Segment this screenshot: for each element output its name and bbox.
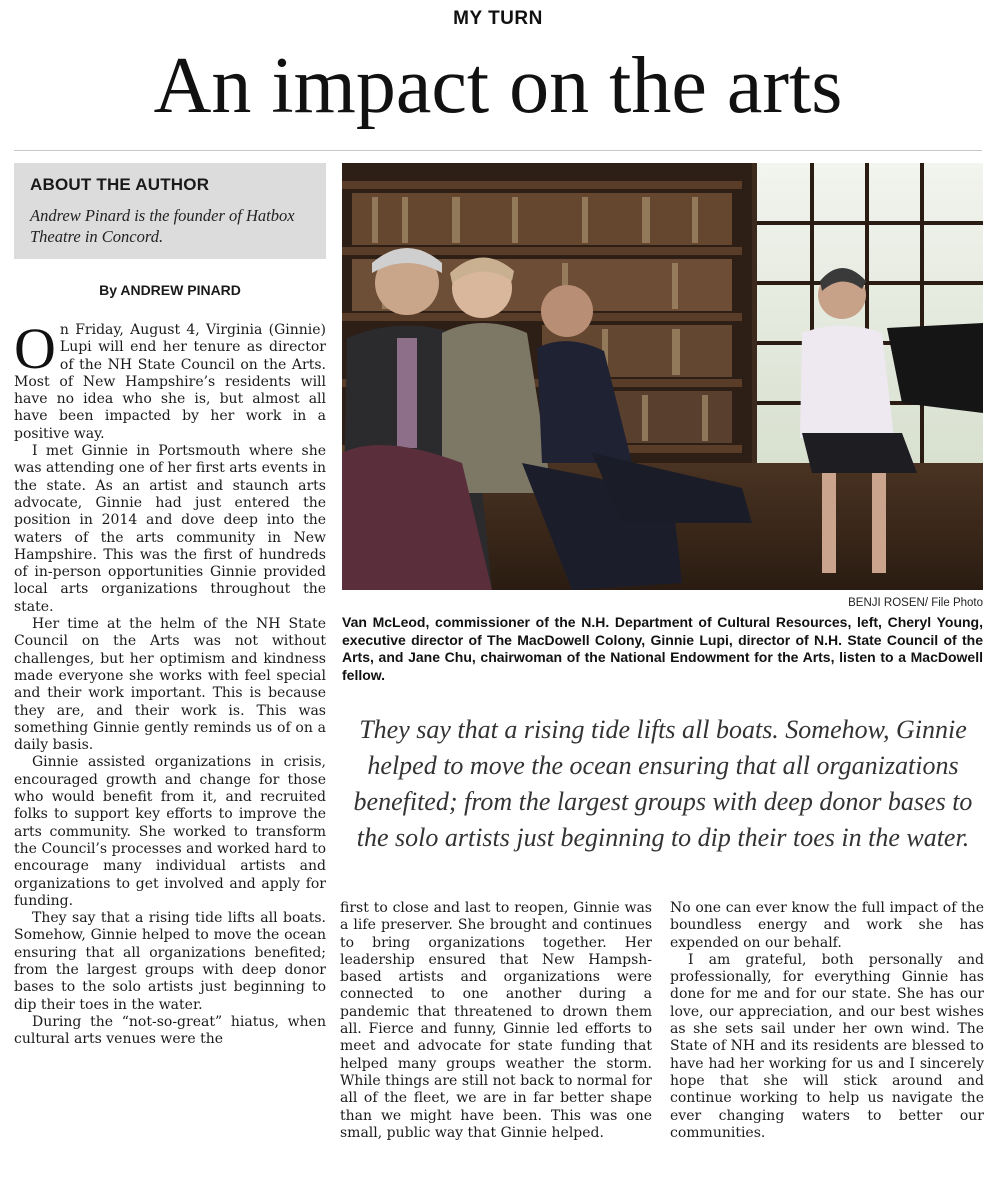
news-photo [342,163,983,590]
header-divider [14,150,982,151]
article-paragraph: Her time at the helm of the NH State Council on the Arts was not without challenges, but her optimism and kindness made everyone she works with feel special and their work important. This is because they are, and their work is. This was something Ginnie gently reminds us of on a daily basis. [14,616,326,754]
byline: By ANDREW PINARD [99,282,241,298]
about-title: ABOUT THE AUTHOR [30,175,210,194]
article-column-3 [670,900,984,1192]
article-paragraph: first to close and last to reopen, Ginnie was a life preserver. She brought and continues to bring organizations together. Her leadership ensured that New Hampsh-based artists and organizations were connected to one another during a pandemic that threatened to drown them all. Fierce and funny, Ginnie led efforts to meet and advocate for state funding that helped many groups weather the storm. While things are still not back to normal for all of the fleet, we are in far better shape than we might have been. This was one small, public way that Ginnie helped. [340,900,652,1141]
article-paragraph: I am grateful, both personally and professionally, for everything Ginnie has done for me and for our state. She has our love, our appreciation, and our best wishes as she sets sail under her own wind. The State of NH and its residents are blessed to have had her working for us and I sincerely hope that she will stick around and continue working to help us navigate the ever changing waters to better our communities. [670,951,984,1141]
article-column-2 [340,900,652,1192]
article-column-1 [14,322,326,1192]
photo-caption: Van McLeod, commissioner of the N.H. Department of Cultural Resources, left, Cheryl Young, executive director of The MacDowell Colony, Ginnie Lupi, director of N.H. State Council of the Arts, and Jane Chu, chairwoman of the National Endowment for the Arts, listen to a MacDowell fellow. [342,614,983,683]
photo-credit: BENJI ROSEN/ File Photo [848,597,983,609]
article-paragraph: Ginnie assisted organizations in crisis, encouraged growth and change for those who would benefit from it, and recruited folks to support key efforts to improve the arts community. She worked to transform the Council’s processes and worked hard to encourage many individual artists and organizations to get involved and apply for funding. [14,754,326,909]
drop-cap: O [14,322,56,381]
paragraph-text: n Friday, August 4, Virginia (Ginnie) Lupi will end her tenure as director of the NH State Council on the Arts. Most of New Hampshire’s residents will have no idea who she is, but almost all have been impacted by her work in a positive way. [14,322,326,442]
section-kicker: MY TURN [453,8,543,29]
photo-illustration [342,163,983,590]
article-paragraph: I met Ginnie in Portsmouth where she was attending one of her first arts events in the state. As an artist and staunch arts advocate, Ginnie had just entered the position in 2014 and dove deep into the waters of the arts community in New Hampshire. This was the first of hundreds of in-person opportunities Ginnie provided local arts organizations throughout the state. [14,443,326,615]
about-text: Andrew Pinard is the founder of Hatbox Theatre in Concord. [30,206,295,246]
pull-quote: They say that a rising tide lifts all boats. Somehow, Ginnie helped to move the ocean ensuring that all organizations benefited; from the largest groups with deep donor bases to the solo artists just beginning to dip their toes in the water. [353,715,973,852]
headline: An impact on the arts [153,42,843,130]
about-the-author-box [14,163,326,259]
article-paragraph [14,322,326,443]
article-paragraph: No one can ever know the full impact of the boundless energy and work she has expended on our behalf. [670,900,984,951]
article-paragraph: They say that a rising tide lifts all boats. Somehow, Ginnie helped to move the ocean ensuring that all organizations benefited; from the largest groups with deep donor bases to the solo artists just beginning to dip their toes in the water. [14,910,326,1013]
article-paragraph: During the “not-so-great” hiatus, when cultural arts venues were the [14,1013,326,1048]
